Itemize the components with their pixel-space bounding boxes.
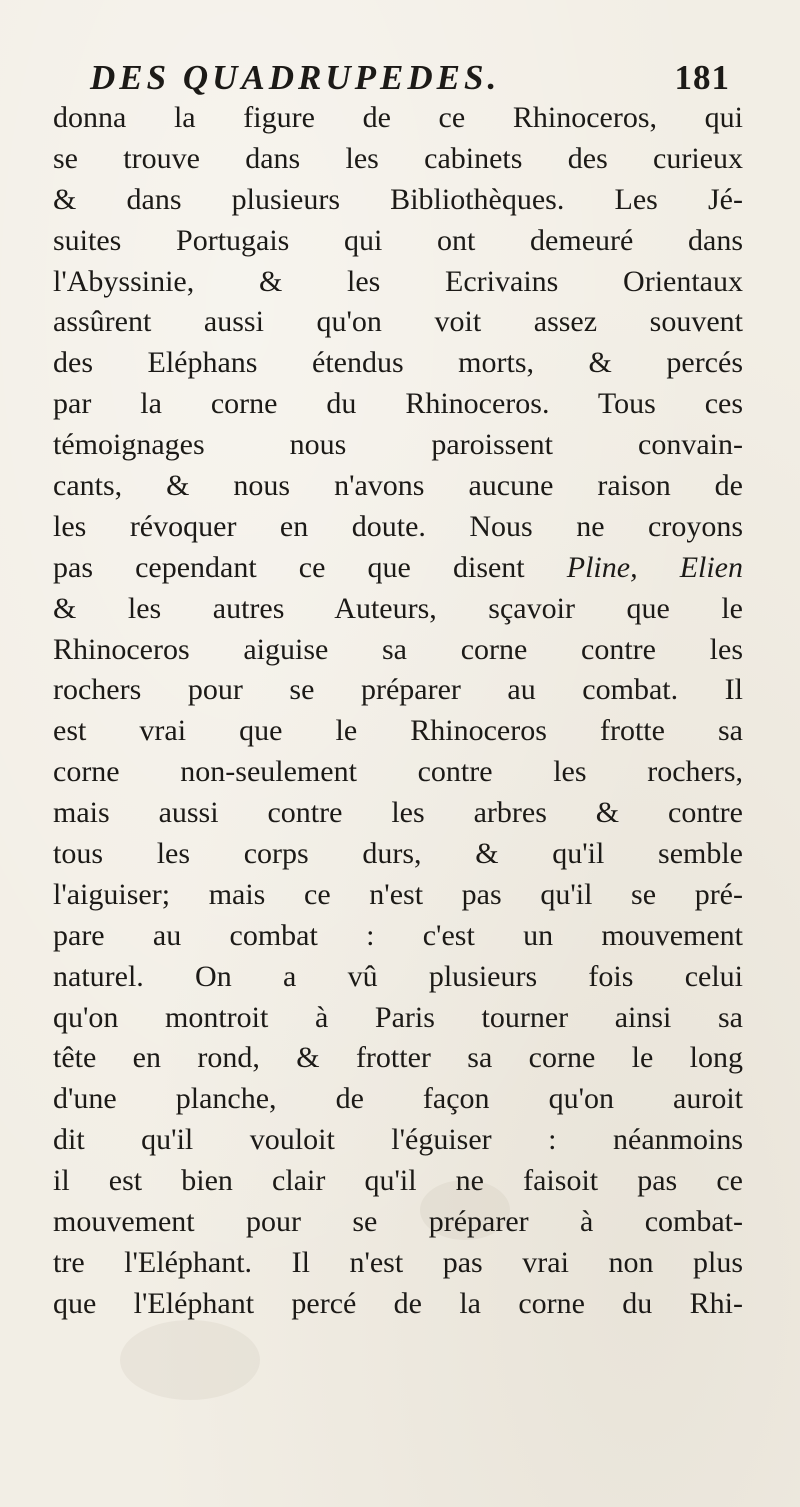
- text-line: mais aussi contre les arbres & contre: [53, 796, 743, 830]
- text-line: tous les corps durs, & qu'il semble: [53, 837, 743, 871]
- text-line: cants, & nous n'avons aucune raison de: [53, 469, 743, 503]
- text-line: rochers pour se préparer au combat. Il: [53, 673, 743, 707]
- text-line: est vrai que le Rhinoceros frotte sa: [53, 714, 743, 748]
- text-line: naturel. On a vû plusieurs fois celui: [53, 959, 743, 993]
- text-line: pare au combat : c'est un mouvement: [53, 918, 743, 952]
- text-line: tête en rond, & frotter sa corne le long: [53, 1041, 743, 1075]
- page-header: [90, 58, 730, 102]
- author-names: Pline, Elien: [566, 550, 743, 584]
- text-line: d'une planche, de façon qu'on auroit: [53, 1082, 743, 1116]
- page-number: 181: [674, 58, 730, 97]
- text-line: donna la figure de ce Rhinoceros, qui: [53, 101, 743, 134]
- text-line: l'Abyssinie, & les Ecrivains Orientaux: [53, 264, 743, 298]
- text-line: dit qu'il vouloit l'éguiser : néanmoins: [53, 1123, 743, 1157]
- text-line: se trouve dans les cabinets des curieux: [53, 141, 743, 175]
- text-line: suites Portugais qui ont demeuré dans: [53, 223, 743, 257]
- text-line: par la corne du Rhinoceros. Tous ces: [53, 387, 743, 421]
- text-line: témoignages nous paroissent convain-: [53, 428, 743, 462]
- text-line: les révoquer en doute. Nous ne croyons: [53, 509, 743, 543]
- paper-stain: [120, 1320, 260, 1400]
- text-line: l'aiguiser; mais ce n'est pas qu'il se pré-: [53, 877, 743, 911]
- text-line: qu'on montroit à Paris tourner ainsi sa: [53, 1000, 743, 1034]
- text-line: corne non-seulement contre les rochers,: [53, 755, 743, 789]
- text-line: & dans plusieurs Bibliothèques. Les Jé-: [53, 182, 743, 216]
- text-line: des Eléphans étendus morts, & percés: [53, 346, 743, 380]
- body-text: [53, 98, 743, 1325]
- text-line: que l'Eléphant percé de la corne du Rhi-: [53, 1286, 743, 1320]
- text-line: assûrent aussi qu'on voit assez souvent: [53, 305, 743, 339]
- text-line: mouvement pour se préparer à combat-: [53, 1205, 743, 1239]
- text-line: & les autres Auteurs, sçavoir que le: [53, 591, 743, 625]
- text-line: Rhinoceros aiguise sa corne contre les: [53, 632, 743, 666]
- running-title: DES QUADRUPEDES.: [90, 58, 501, 97]
- text-line: tre l'Eléphant. Il n'est pas vrai non plus: [53, 1245, 743, 1279]
- text-line: pas cependant ce que disent Pline, Elien: [53, 550, 743, 584]
- text-line: il est bien clair qu'il ne faisoit pas ce: [53, 1164, 743, 1198]
